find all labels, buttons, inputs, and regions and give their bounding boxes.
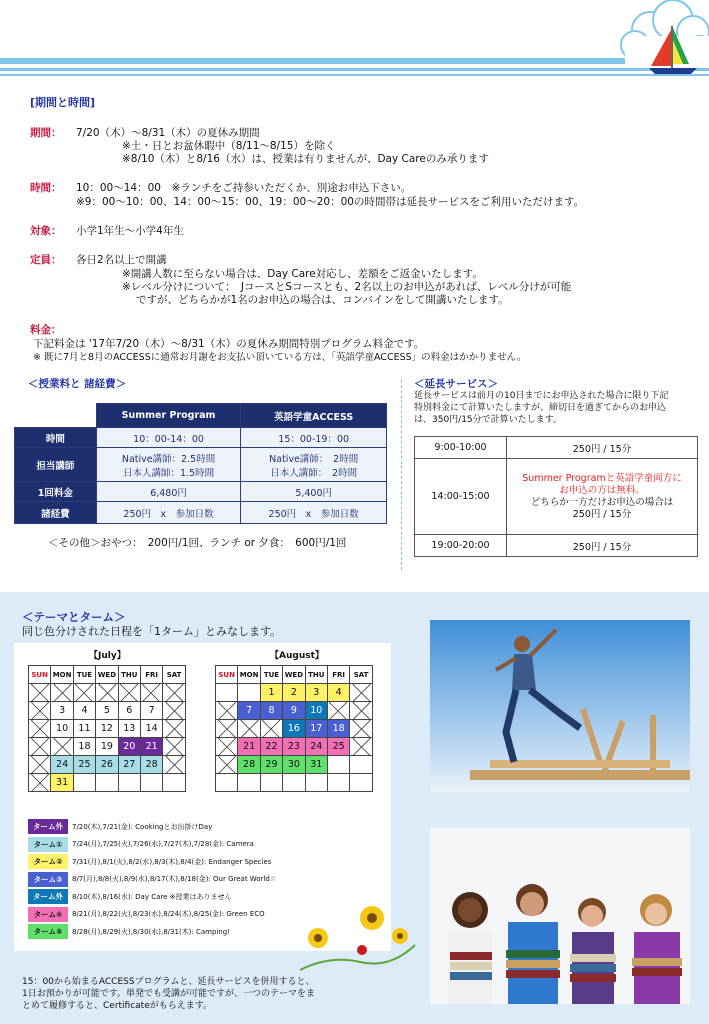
fee-cell: 日本人講師：1.5時間 xyxy=(123,467,215,479)
calendar-day xyxy=(29,738,51,756)
calendar-day: 3 xyxy=(51,702,73,720)
weekday-header: SUN xyxy=(29,666,51,684)
calendar-day xyxy=(29,720,51,738)
calendar-day: 26 xyxy=(96,756,118,774)
calendar-day xyxy=(305,774,327,792)
calendar-day: 4 xyxy=(327,684,349,702)
legend-row xyxy=(28,871,276,888)
calendar-day xyxy=(29,684,51,702)
kids-books-photo xyxy=(430,828,690,1004)
calendar-day: 21 xyxy=(140,738,162,756)
calendar-day: 24 xyxy=(305,738,327,756)
theme-heading: ＜テーマとターム＞ xyxy=(22,610,126,624)
calendar-day xyxy=(163,756,185,774)
teiin-line-2: ※開講人数に至らない場合は、Day Care対応し、差額をご返金いたします。 xyxy=(122,268,483,280)
calendar-day: 18 xyxy=(327,720,349,738)
theme-sub: 同じ色分けされた日程を「1ターム」とみなします。 xyxy=(22,625,282,638)
calendar-day xyxy=(327,702,349,720)
calendar-day xyxy=(327,774,349,792)
calendar-day: 30 xyxy=(283,756,305,774)
august-title: 【August】 xyxy=(270,651,324,661)
calendar-day xyxy=(73,684,95,702)
ext-table xyxy=(414,436,698,557)
calendar-day: 28 xyxy=(140,756,162,774)
legend-text: 8/10(木),8/16(水): Day Care ※授業はありません xyxy=(72,892,232,901)
legend-text: 8/28(月),8/29(火),8/30(水),8/31(木): Camping! xyxy=(72,927,231,936)
period-heading: [期間と時間] xyxy=(30,96,96,109)
ext-time: 9:00-10:00 xyxy=(415,437,507,459)
fee-cell: 15：00-19：00 xyxy=(241,428,387,448)
header-band xyxy=(0,0,709,85)
jikan-line-2: ※9：00～10：00、14：00～15：00、19：00～20：00の時間帯は延長サービスをご利用いただけます。 xyxy=(76,196,585,208)
legend-tag: ターム① xyxy=(28,837,68,852)
weekday-header: FRI xyxy=(327,666,349,684)
taisho-label: 対象： xyxy=(30,225,62,237)
kikan-line-2: ※土・日とお盆休暇中（8/11～8/15）を除く xyxy=(122,140,336,152)
calendar-day: 5 xyxy=(96,702,118,720)
calendar-day: 4 xyxy=(73,702,95,720)
weekday-header: SAT xyxy=(350,666,372,684)
legend-text: 7/20(木),7/21(金): Cookingとお出掛けDay xyxy=(72,822,213,831)
weekday-header: WED xyxy=(283,666,305,684)
calendar-day: 16 xyxy=(283,720,305,738)
teiin-label: 定員： xyxy=(30,254,62,266)
weekday-header: FRI xyxy=(140,666,162,684)
legend-tag: ターム外 xyxy=(28,889,68,904)
calendar-day xyxy=(260,774,282,792)
fee-cell: 5,400円 xyxy=(241,482,387,502)
kikan-label: 期間： xyxy=(30,127,62,139)
calendar-day: 3 xyxy=(305,684,327,702)
calendar-day: 19 xyxy=(96,738,118,756)
fee-cell: 10：00-14：00 xyxy=(96,428,241,448)
calendar-day: 1 xyxy=(260,684,282,702)
fee-row-label: 諸経費 xyxy=(15,502,97,524)
calendar-day: 13 xyxy=(118,720,140,738)
legend-text: 7/31(月),8/1(火),8/2(水),8/3(木),8/4(金): Endanger Species xyxy=(72,857,272,866)
calendar-day xyxy=(51,684,73,702)
calendar-day xyxy=(29,702,51,720)
calendar-day xyxy=(216,774,238,792)
calendar-day: 14 xyxy=(140,720,162,738)
fee-cell: Native講師： 2時間 xyxy=(269,453,359,465)
weekday-header: TUE xyxy=(260,666,282,684)
calendar-day xyxy=(140,684,162,702)
calendar-day: 23 xyxy=(283,738,305,756)
legend-tag: ターム外 xyxy=(28,819,68,834)
legend-row xyxy=(28,836,254,853)
july-calendar xyxy=(28,665,186,792)
ext-desc-2: 特別料金にて計算いたしますが、締切日を過ぎてからのお申込 xyxy=(414,403,667,413)
calendar-day: 10 xyxy=(305,702,327,720)
calendar-day xyxy=(238,774,260,792)
legend-row xyxy=(28,818,212,835)
legend-text: 8/7(月),8/8(火),8/9(水),8/17(木),8/18(金): Our Great World☆ xyxy=(72,875,277,883)
calendar-day: 7 xyxy=(238,702,260,720)
ext-time: 14:00-15:00 xyxy=(415,459,507,535)
weekday-header: THU xyxy=(118,666,140,684)
ext-note-red: Summer Programと英語学童両方に xyxy=(522,472,682,484)
calendar-day xyxy=(350,720,372,738)
ryokin-label: 料金： xyxy=(30,324,62,336)
calendar-day: 20 xyxy=(118,738,140,756)
weekday-header: SAT xyxy=(163,666,185,684)
calendar-day: 7 xyxy=(140,702,162,720)
calendar-day xyxy=(350,756,372,774)
calendar-day: 21 xyxy=(238,738,260,756)
calendar-day xyxy=(216,720,238,738)
divider xyxy=(401,380,402,570)
calendar-day xyxy=(327,756,349,774)
calendar-day: 27 xyxy=(118,756,140,774)
calendar-day xyxy=(350,684,372,702)
calendar-day: 31 xyxy=(305,756,327,774)
calendar-day xyxy=(216,756,238,774)
fee-cell: Native講師：2.5時間 xyxy=(121,453,216,465)
august-calendar xyxy=(215,665,373,792)
kikan-line-3: ※8/10（木）と8/16（水）は、授業は有りませんが、Day Careのみ承ります xyxy=(122,153,489,165)
fee-cell: 日本人講師： 2時間 xyxy=(270,467,358,479)
ext-note-red: お申込の方は無料。 xyxy=(559,484,645,496)
legend-row xyxy=(28,888,232,905)
footer-line-2: 1日お預かりが可能です。単発でも受講が可能ですが、一つのテーマをま xyxy=(22,989,316,999)
taisho-text: 小学1年生～小学4年生 xyxy=(76,225,184,237)
calendar-day xyxy=(260,720,282,738)
cloud-boat-icon xyxy=(605,0,709,80)
july-title: 【July】 xyxy=(89,651,126,661)
weekday-header: MON xyxy=(51,666,73,684)
footer-line-1: 15：00から始まるACCESSプログラムと、延長サービスを併用すると、 xyxy=(22,977,315,987)
calendar-day xyxy=(96,684,118,702)
legend-row xyxy=(28,853,271,870)
ext-fee: 250円 / 15分 xyxy=(507,535,698,557)
calendar-day: 25 xyxy=(73,756,95,774)
calendar-day: 11 xyxy=(73,720,95,738)
calendar-day: 2 xyxy=(283,684,305,702)
legend-text: 8/21(月),8/22(火),8/23(水),8/24(木),8/25(金): Green ECO xyxy=(72,910,265,918)
fee-table xyxy=(14,403,387,524)
calendar-day xyxy=(29,756,51,774)
ext-desc-1: 延長サービスは前月の10日までにお申込された場合に限り下記 xyxy=(414,391,669,401)
calendar-day xyxy=(29,774,51,792)
jikan-label: 時間： xyxy=(30,182,62,194)
calendar-day xyxy=(118,774,140,792)
calendar-day: 9 xyxy=(283,702,305,720)
teiin-line-3: ※レベル分けについて： JコースとSコースとも、2名以上のお申込があれば、レベル分けが可能 xyxy=(122,281,572,293)
ext-desc-3: は、350円/15分で計算いたします。 xyxy=(414,415,562,425)
calendar-day xyxy=(96,774,118,792)
fee-cell: 250円 x 参加日数 xyxy=(96,502,241,524)
calendar-day: 8 xyxy=(260,702,282,720)
legend-row xyxy=(28,906,265,923)
fee-row-label: 時間 xyxy=(15,428,97,448)
fee-heading: ＜授業料と 諸経費＞ xyxy=(28,378,127,390)
ext-time: 19:00-20:00 xyxy=(415,535,507,557)
teiin-line-1: 各日2名以上で開講 xyxy=(76,254,167,266)
calendar-day: 18 xyxy=(73,738,95,756)
calendar-day: 25 xyxy=(327,738,349,756)
calendar-day: 31 xyxy=(51,774,73,792)
weekday-header: THU xyxy=(305,666,327,684)
weekday-header: MON xyxy=(238,666,260,684)
calendar-day xyxy=(283,774,305,792)
weekday-header: SUN xyxy=(216,666,238,684)
weekday-header: TUE xyxy=(73,666,95,684)
legend-tag: ターム④ xyxy=(28,907,68,922)
jumping-boy-photo xyxy=(430,620,690,792)
calendar-day xyxy=(163,774,185,792)
ryokin-line-1: 下記料金は '17年7/20（木）～8/31（木）の夏休み期間特別プログラム料金です。 xyxy=(33,338,425,350)
fee-col-access: 英語学童ACCESS xyxy=(241,404,387,428)
jikan-line-1: 10：00～14：00 ※ランチをご持参いただくか、別途お申込下さい。 xyxy=(76,182,412,194)
calendar-day: 29 xyxy=(260,756,282,774)
calendar-day xyxy=(163,702,185,720)
weekday-header: WED xyxy=(96,666,118,684)
calendar-day: 22 xyxy=(260,738,282,756)
ext-note: どちらか一方だけお申込の場合は xyxy=(530,496,674,508)
fee-cell: 250円 x 参加日数 xyxy=(241,502,387,524)
ext-heading: ＜延長サービス＞ xyxy=(414,378,498,390)
legend-tag: ターム② xyxy=(28,854,68,869)
calendar-day xyxy=(238,684,260,702)
calendar-day: 28 xyxy=(238,756,260,774)
calendar-day: 17 xyxy=(305,720,327,738)
fee-row-label: 担当講師 xyxy=(15,448,97,482)
teiin-line-4: ですが、どちらかが1名のお申込の場合は、コンバインをして開講いたします。 xyxy=(136,294,509,306)
fee-col-summer: Summer Program xyxy=(96,404,241,428)
legend-text: 7/24(月),7/25(火),7/26(水),7/27(木),7/28(金): Camera xyxy=(72,840,254,848)
calendar-day xyxy=(73,774,95,792)
calendar-day: 12 xyxy=(96,720,118,738)
calendar-day xyxy=(163,720,185,738)
legend-row xyxy=(28,923,230,940)
calendar-day: 6 xyxy=(118,702,140,720)
fee-other: ＜その他＞おやつ： 200円/1回、ランチ or 夕食： 600円/1回 xyxy=(48,537,347,549)
legend-tag: ターム⑤ xyxy=(28,924,68,939)
fee-cell: 6,480円 xyxy=(96,482,241,502)
calendar-day xyxy=(140,774,162,792)
calendar-day xyxy=(350,738,372,756)
kikan-line-1: 7/20（木）～8/31（木）の夏休み期間 xyxy=(76,127,260,139)
footer-line-3: とめて履修すると、Certificateがもらえます。 xyxy=(22,1001,213,1011)
calendar-day xyxy=(163,684,185,702)
legend-tag: ターム③ xyxy=(28,872,68,887)
calendar-day: 24 xyxy=(51,756,73,774)
calendar-day xyxy=(216,738,238,756)
calendar-day: 10 xyxy=(51,720,73,738)
calendar-day xyxy=(216,702,238,720)
calendar-day xyxy=(350,702,372,720)
calendar-day xyxy=(350,774,372,792)
calendar-day xyxy=(51,738,73,756)
calendar-day xyxy=(216,684,238,702)
ext-fee: 250円 / 15分 xyxy=(507,437,698,459)
fee-row-label: 1回料金 xyxy=(15,482,97,502)
calendar-day xyxy=(118,684,140,702)
sunflower-icon xyxy=(290,900,420,980)
calendar-day xyxy=(163,738,185,756)
ext-fee: 250円 / 15分 xyxy=(572,508,632,520)
calendar-day xyxy=(238,720,260,738)
ryokin-line-2: ※ 既に7月と8月のACCESSに通常お月謝をお支払い頂いている方は、「英語学童ACCESS」の料金はかかりません。 xyxy=(33,352,527,363)
